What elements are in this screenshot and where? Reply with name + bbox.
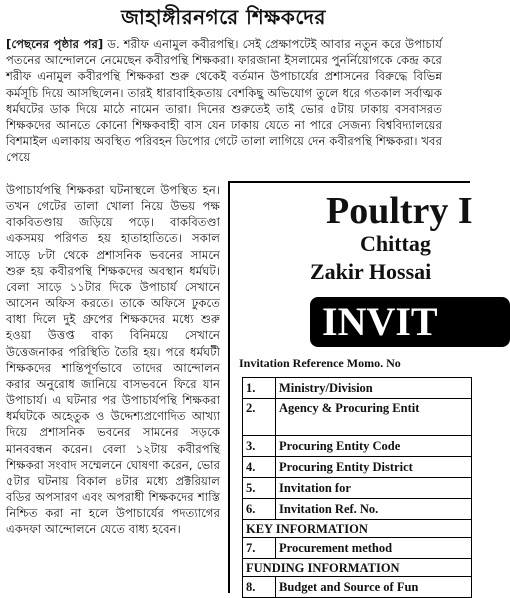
row-label: Invitation for [276, 478, 472, 499]
row-number: 8. [243, 577, 276, 598]
table-row [243, 538, 472, 559]
table-row [243, 577, 472, 598]
row-label: Procuring Entity Code [276, 436, 472, 457]
section-row [243, 559, 472, 577]
table-row [243, 499, 472, 520]
intro-text: ড. শরীফ এনামুল কবীরপন্থি। সেই প্রেক্ষাপটেই আবার নতুন করে উপাচার্য পতনের আন্দোলনে নেমেছেন কবীরপন্থি শিক্ষকরা। ফারজানা ইসলামের পুনর্নিয়োগকে কেন্দ্র করে শরীফ এনামুল কবীরপন্থি শিক্ষকরা শুরু থেকেই বর্তমান উপাচার্যের প্রশাসনের বিরুদ্ধে বিভিন্ন কর্মসূচি দিয়ে আসছিলেন। তারই ধারাবাহিকতায় বেশকিছু অভিযোগ তুলে ধরে গতকাল সর্বাত্মক ধর্মঘটের ডাক দিয়ে মাঠে নামেন তারা। দিনের শুরুতেই তাই ভোর ৫টায় ঢাকায় বসবাসরত শিক্ষকদের আনতে কোনো শিক্ষকবাহী বাস যেন ঢাকায় যেতে না পারে সেজন্য বিশ্ববিদ্যালয়ের বিশমাইল এলাকায় অবস্থিত পরিবহন ডিপোর গেটে তালা লাগিয়ে দেন কবীরপন্থি শিক্ষকরা। খবর পেয়ে [6, 37, 442, 165]
table-row [243, 378, 472, 399]
row-label: Procurement method [276, 538, 472, 559]
section-heading: KEY INFORMATION [243, 520, 472, 538]
row-label: Budget and Source of Fun [276, 577, 472, 598]
article-body-column: উপাচার্যপন্থি শিক্ষকরা ঘটনাস্থলে উপস্থিত হন। তখন গেটের তালা খোলা নিয়ে উভয় পক্ষ বাকবিতণ্ডায় জড়িয়ে পড়ে। বাকবিতণ্ডা একসময় পরিণত হয় হাতাহাতিতে। সকাল সাড়ে ৮টা থেকে প্রশাসনিক ভবনের সামনে শুরু হয় কবীরপন্থি শিক্ষকদের অবস্থান ধর্মঘট। বেলা সাড়ে ১১টার দিকে উপাচার্য সেখানে আসেন অফিস করতে। তাকে অফিসে ঢুকতে বাধা দিলে দুই গ্রুপের শিক্ষকদের মধ্যে শুরু হওয়া উত্তপ্ত বাক্য বিনিময়ে সেখানে উত্তেজনাকর পরিস্থিতি তৈরি হয়। পরে ধর্মঘটী শিক্ষকদের শান্তিপূর্ণভাবে তাদের আন্দোলন করার অনুরোধ জানিয়ে বাসভবনে ফিরে যান উপাচার্য। এ ঘটনার পর উপাচার্যপন্থি শিক্ষকরা ধর্মঘটকে অহেতুক ও উদ্দেশ্যপ্রণোদিত আখ্যা দিয়ে প্রশাসনিক ভবনের সামনের সড়কে মানববন্ধন করেন। বেলা ১২টায় কবীরপন্থি শিক্ষকরা সংবাদ সম্মেলনে ঘোষণা করেন, ভোর ৫টার ঘটনায় বিকাল ৪টার মধ্যে প্রক্টরিয়াল বডির অপসারণ এবং অপরাধী শিক্ষকদের শাস্তি নিশ্চিত করা না হলে উপাচার্যের পদত্যাগের একদফা আন্দোলনে যেতে বাধ্য হবেন। [6, 183, 220, 537]
ad-location: Chittag [360, 231, 431, 256]
row-label: Procuring Entity District [276, 457, 472, 478]
row-number: 2. [243, 399, 276, 436]
row-number: 5. [243, 478, 276, 499]
ad-organization: Zakir Hossai [310, 259, 432, 284]
invitation-banner: INVIT [310, 297, 510, 347]
row-label: Agency & Procuring Entit [276, 399, 472, 436]
table-row [243, 478, 472, 499]
row-number: 4. [243, 457, 276, 478]
section-row [243, 520, 472, 538]
table-row [243, 399, 472, 436]
row-number: 6. [243, 499, 276, 520]
row-label: Invitation Ref. No. [276, 499, 472, 520]
invitation-table [242, 377, 472, 598]
continuation-label: [পেছনের পৃষ্ঠার পর] [6, 37, 104, 51]
table-row [243, 457, 472, 478]
tender-advertisement [228, 181, 473, 594]
ad-title: Poultry I [326, 190, 473, 232]
article-intro-paragraph [6, 36, 442, 182]
row-number: 3. [243, 436, 276, 457]
invitation-reference: Invitation Reference Momo. No [239, 356, 401, 370]
article-headline: জাহাঙ্গীরনগরে শিক্ষকদের [121, 5, 326, 29]
section-heading: FUNDING INFORMATION [243, 559, 472, 577]
row-label: Ministry/Division [276, 378, 472, 399]
row-number: 1. [243, 378, 276, 399]
table-row [243, 436, 472, 457]
row-number: 7. [243, 538, 276, 559]
